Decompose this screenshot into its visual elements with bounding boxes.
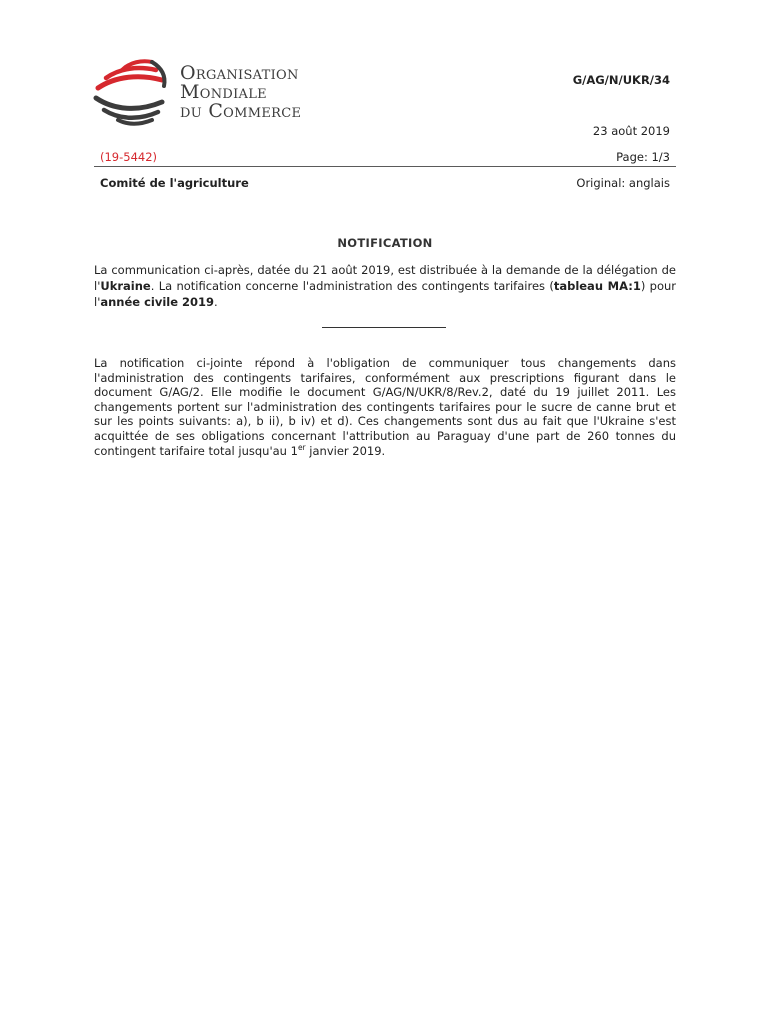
original-language: Original: anglais xyxy=(576,176,670,190)
notification-heading: NOTIFICATION xyxy=(337,236,433,250)
logo-line-3: du Commerce xyxy=(180,100,302,122)
intro-paragraph xyxy=(94,262,676,310)
committee-name: Comité de l'agriculture xyxy=(100,176,249,190)
wto-logo xyxy=(92,58,342,130)
document-date: 23 août 2019 xyxy=(592,124,670,138)
logo-line-1: Organisation xyxy=(180,62,299,84)
body-paragraph xyxy=(94,356,676,458)
section-separator xyxy=(322,327,446,328)
intro-text-3: ) pour l' xyxy=(94,279,676,309)
page-number: Page: 1/3 xyxy=(616,150,670,164)
header-divider xyxy=(94,166,676,167)
wto-swoosh-logo-icon xyxy=(92,58,170,128)
intro-text-1: La communication ci-après, datée du 21 août 2019, est distribuée à la demande de la délégation de l' xyxy=(94,263,676,293)
intro-country: Ukraine xyxy=(100,279,151,293)
intro-table: tableau MA:1 xyxy=(553,279,641,293)
body-text-end: janvier 2019. xyxy=(305,443,386,458)
body-superscript: er xyxy=(297,442,306,452)
document-reference: G/AG/N/UKR/34 xyxy=(572,73,670,87)
job-number: (19-5442) xyxy=(100,150,158,164)
logo-line-2: Mondiale xyxy=(180,81,267,103)
intro-text-4: . xyxy=(214,295,218,309)
body-text: La notification ci-jointe répond à l'obligation de communiquer tous changements dans l'administration des contingents tarifaires, conformément aux prescriptions figurant dans le document G/AG/2. Elle modifie le document G/AG/N/UKR/8/Rev.2, daté du 19 juillet 2011. Les changements portent sur l'administration des contingents tarifaires pour le sucre de canne brut et sur les points suivants: a), b ii), b iv) et d). Ces changements sont dus au fait que l'Ukraine s'est acquittée de ses obligations concernant l'attribution au Paraguay d'une part de 260 tonnes du contingent tarifaire total jusqu'au 1 xyxy=(94,356,676,458)
intro-text-2: . La notification concerne l'administration des contingents tarifaires ( xyxy=(150,279,554,293)
organization-name xyxy=(180,64,301,121)
intro-year: année civile 2019 xyxy=(100,295,215,309)
